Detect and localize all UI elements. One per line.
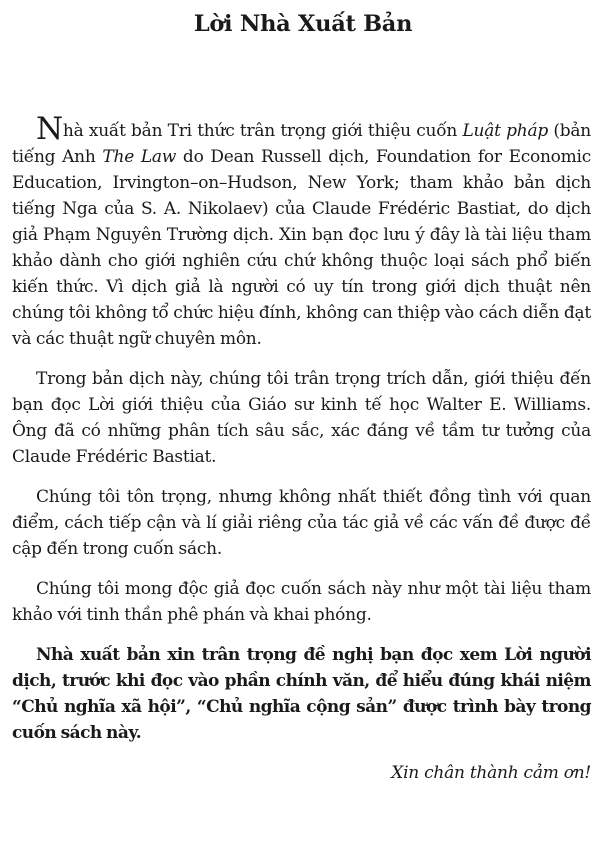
paragraph-intro bbox=[12, 111, 591, 352]
paragraph-disclaimer: Chúng tôi tôn trọng, nhưng không nhất thiết đồng tình với quan điểm, cách tiếp cận và lí giải riêng của tác giả về các vấn đề được đề cập đến trong cuốn sách. bbox=[12, 487, 591, 559]
paragraph-intro-text-b: (bản tiếng Anh bbox=[12, 121, 591, 167]
book-title-luat-phap: Luật pháp bbox=[462, 121, 548, 141]
paragraph-intro-text-a: hà xuất bản Tri thức trân trọng giới thiệu cuốn bbox=[62, 121, 463, 141]
paragraph-recommendation: Nhà xuất bản xin trân trọng đề nghị bạn đọc xem Lời người dịch, trước khi đọc vào phần chính văn, để hiểu đúng khái niệm “Chủ nghĩa xã hội”, “Chủ nghĩa cộng sản” được trình bày trong cuốn sách này. bbox=[12, 645, 591, 743]
document-body bbox=[12, 111, 591, 786]
paragraph-foreword: Trong bản dịch này, chúng tôi trân trọng trích dẫn, giới thiệu đến bạn đọc Lời giới thiệu của Giáo sư kinh tế học Walter E. Williams. Ông đã có những phân tích sâu sắc, xác đáng về tầm tư tưởng của Claude Frédéric Bastiat. bbox=[12, 369, 591, 467]
paragraph-reading-advice: Chúng tôi mong độc giả đọc cuốn sách này như một tài liệu tham khảo với tinh thần phê phán và khai phóng. bbox=[12, 579, 591, 625]
paragraph-intro-text-c: do Dean Russell dịch, Foundation for Economic Education, Irvington–on–Hudson, New York; tham khảo bản dịch tiếng Nga của S. A. Nikolaev) của Claude Frédéric Bastiat, do dịch giả Phạm Nguyên Trường dịch. Xin bạn đọc lưu ý đây là tài liệu tham khảo dành cho giới nghiên cứu chứ không thuộc loại sách phổ biến kiến thức. Vì dịch giả là người có uy tín trong giới dịch thuật nên chúng tôi không tổ chức hiệu đính, không can thiệp vào cách diễn đạt và các thuật ngữ chuyên môn. bbox=[12, 147, 591, 349]
book-title-the-law: The Law bbox=[102, 147, 177, 167]
signoff: Xin chân thành cảm ơn! bbox=[391, 763, 591, 783]
drop-cap: N bbox=[36, 111, 63, 147]
page-title: Lời Nhà Xuất Bản bbox=[193, 11, 413, 37]
